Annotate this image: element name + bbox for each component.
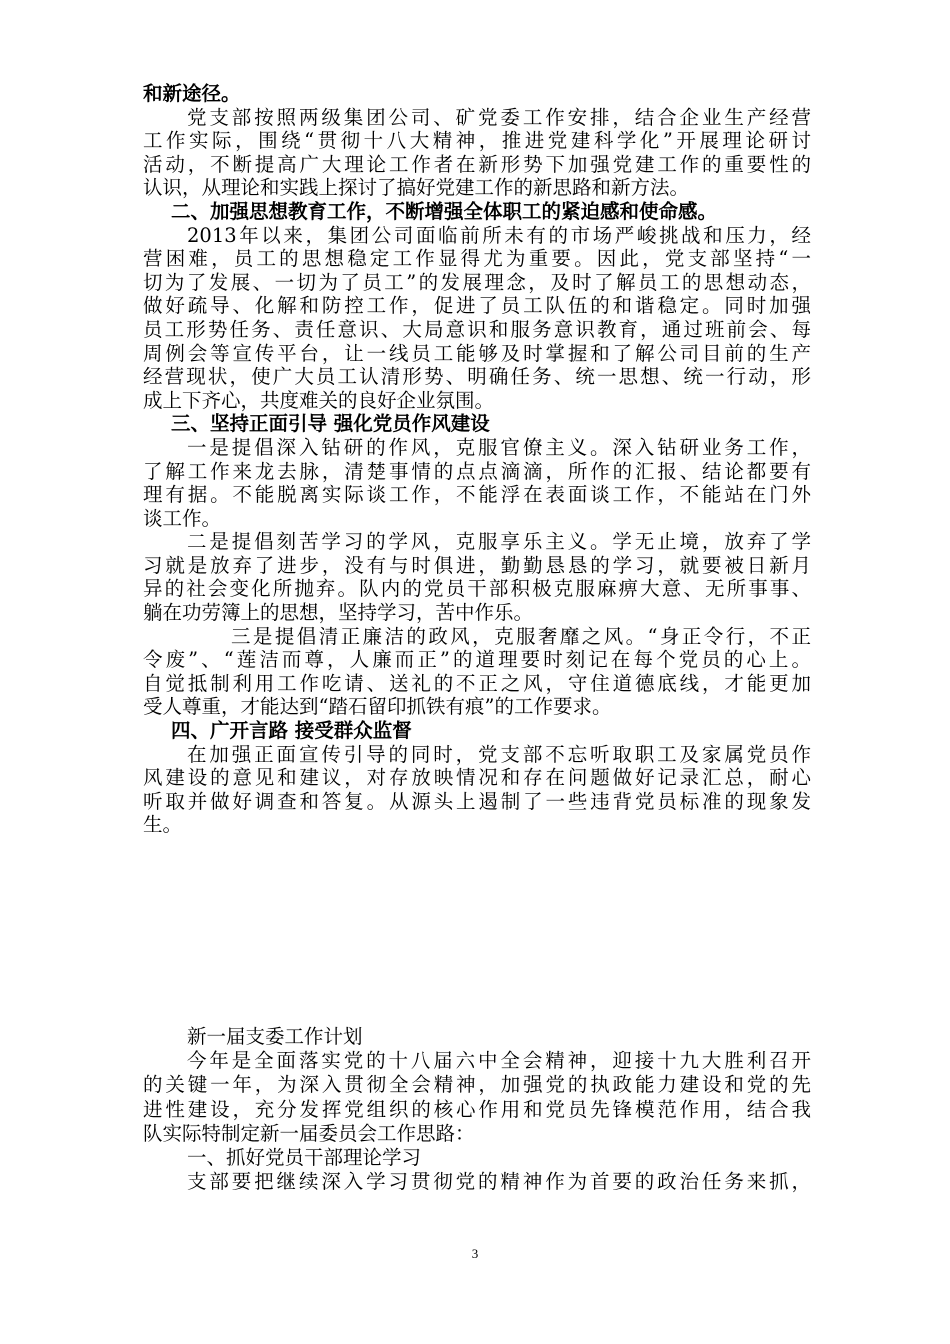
body-text-line: 异的社会变化所抛弃。队内的党员干部积极克服麻痹大意、无所事事、 bbox=[143, 577, 811, 601]
body-text-line: 自觉抵制利用工作吃请、送礼的不正之风，守住道德底线，才能更加 bbox=[143, 671, 811, 695]
body-text-line: 二是提倡刻苦学习的学风，克服享乐主义。学无止境，放弃了学 bbox=[187, 530, 811, 554]
body-text-line: 习就是放弃了进步，没有与时俱进，勤勤恳恳的学习，就要被日新月 bbox=[143, 553, 811, 577]
plan-text-line: 队实际特制定新一届委员会工作思路： bbox=[143, 1121, 475, 1145]
body-heading-line: 二、加强思想教育工作，不断增强全体职工的紧迫感和使命感。 bbox=[171, 199, 718, 223]
document-body bbox=[143, 82, 811, 837]
body-text-line: 成上下齐心，共度难关的良好企业氛围。 bbox=[143, 388, 495, 412]
body-text-line: 躺在功劳簿上的思想，坚持学习，苦中作乐。 bbox=[143, 601, 534, 625]
body-text-line: 周例会等宣传平台，让一线员工能够及时掌握和了解公司目前的生产 bbox=[143, 341, 811, 365]
body-text-line: 三是提倡清正廉洁的政风，克服奢靡之风。“身正令行，不正 bbox=[231, 624, 811, 648]
plan-text-line: 一、抓好党员干部理论学习 bbox=[187, 1145, 422, 1169]
work-plan-section bbox=[143, 1025, 811, 1194]
body-text-line: 在加强正面宣传引导的同时，党支部不忘听取职工及家属党员作 bbox=[187, 742, 811, 766]
body-text-line: 党支部按照两级集团公司、矿党委工作安排，结合企业生产经营 bbox=[187, 105, 811, 129]
body-text-line: 2013年以来，集团公司面临前所未有的市场严峻挑战和压力，经 bbox=[187, 223, 811, 247]
body-text-line: 经营现状，使广大员工认清形势、明确任务、统一思想、统一行动，形 bbox=[143, 365, 811, 389]
body-heading-line: 三、坚持正面引导 强化党员作风建设 bbox=[171, 412, 490, 436]
body-text-line: 一是提倡深入钻研的作风，克服官僚主义。深入钻研业务工作， bbox=[187, 435, 811, 459]
body-text-line: 认识，从理论和实践上探讨了搞好党建工作的新思路和新方法。 bbox=[143, 176, 690, 200]
document-page bbox=[143, 82, 811, 1194]
section-spacer bbox=[143, 837, 811, 1025]
page-number: 3 bbox=[471, 1246, 479, 1261]
body-text-line: 谈工作。 bbox=[143, 506, 222, 530]
plan-text-line: 的关键一年，为深入贯彻全会精神，加强党的执政能力建设和党的先 bbox=[143, 1073, 811, 1097]
plan-text-line: 支部要把继续深入学习贯彻党的精神作为首要的政治任务来抓， bbox=[187, 1170, 811, 1194]
body-text-line: 工作实际，围绕“贯彻十八大精神，推进党建科学化”开展理论研讨 bbox=[143, 129, 811, 153]
body-text-line: 风建设的意见和建议，对存放映情况和存在问题做好记录汇总，耐心 bbox=[143, 766, 811, 790]
body-text-line: 做好疏导、化解和防控工作，促进了员工队伍的和谐稳定。同时加强 bbox=[143, 294, 811, 318]
body-text-line: 生。 bbox=[143, 813, 183, 837]
body-heading-line: 四、广开言路 接受群众监督 bbox=[171, 719, 412, 743]
body-text-line: 员工形势任务、责任意识、大局意识和服务意识教育，通过班前会、每 bbox=[143, 317, 811, 341]
plan-text-line: 进性建设，充分发挥党组织的核心作用和党员先锋模范作用，结合我 bbox=[143, 1097, 811, 1121]
body-text-line: 听取并做好调查和答复。从源头上遏制了一些违背党员标准的现象发 bbox=[143, 789, 811, 813]
plan-text-line: 新一届支委工作计划 bbox=[187, 1025, 363, 1048]
plan-text-line: 今年是全面落实党的十八届六中全会精神，迎接十九大胜利召开 bbox=[187, 1049, 811, 1073]
body-text-line: 理有据。不能脱离实际谈工作，不能浮在表面谈工作，不能站在门外 bbox=[143, 483, 811, 507]
body-text-line: 切为了发展、一切为了员工”的发展理念，及时了解员工的思想动态， bbox=[143, 270, 811, 294]
body-text-line: 活动，不断提高广大理论工作者在新形势下加强党建工作的重要性的 bbox=[143, 152, 811, 176]
body-text-line: 了解工作来龙去脉，清楚事情的点点滴滴，所作的汇报、结论都要有 bbox=[143, 459, 811, 483]
body-text-line: 受人尊重，才能达到“踏石留印抓铁有痕”的工作要求。 bbox=[143, 695, 612, 719]
body-heading-line: 和新途径。 bbox=[143, 82, 241, 105]
body-text-line: 营困难，员工的思想稳定工作显得尤为重要。因此，党支部坚持“一 bbox=[143, 247, 811, 271]
body-text-line: 令废”、“莲洁而尊，人廉而正”的道理要时刻记在每个党员的心上。 bbox=[143, 648, 811, 672]
